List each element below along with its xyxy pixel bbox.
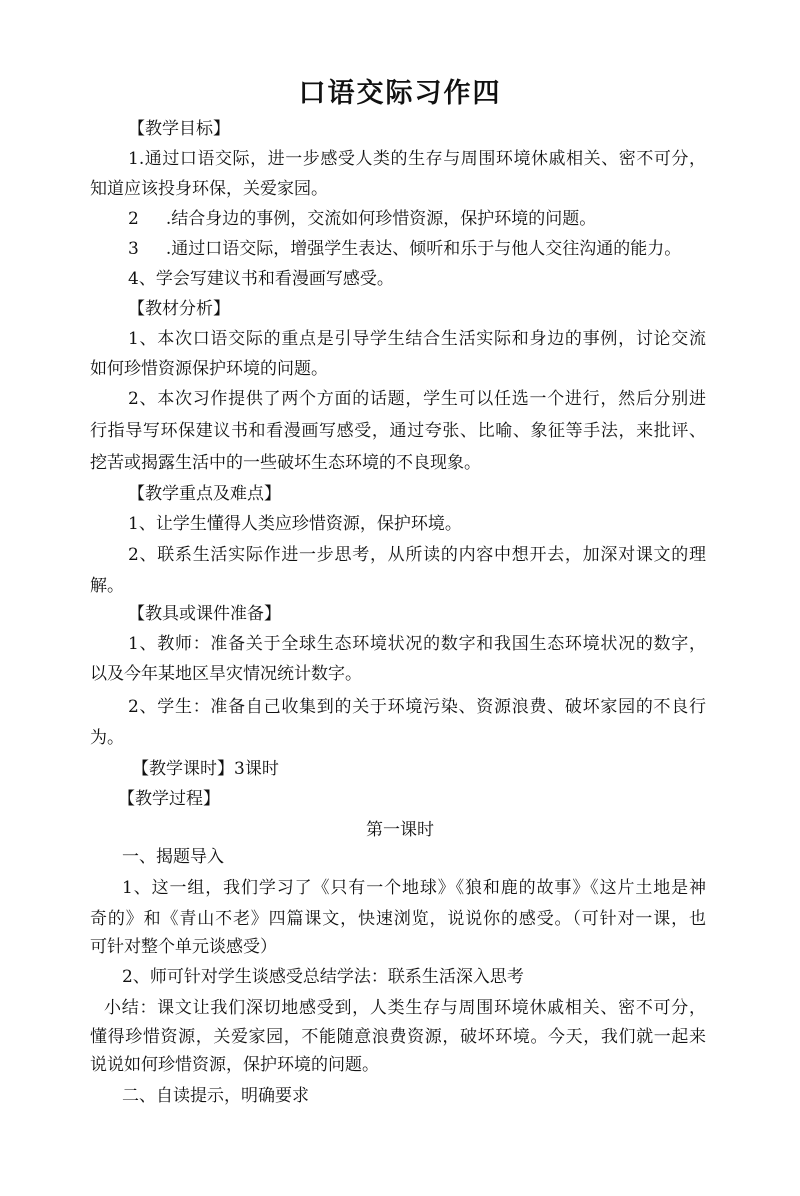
paragraph-line: 懂得珍惜资源，关爱家园，不能随意浪费资源，破坏环境。今天，我们就一起来 bbox=[90, 1027, 706, 1047]
paragraph-line: 为。 bbox=[90, 728, 124, 748]
paragraph-line: 2、本次习作提供了两个方面的话题，学生可以任选一个进行，然后分别进 bbox=[128, 389, 706, 409]
paragraph-line: 解。 bbox=[90, 576, 124, 596]
paragraph-line: 1.通过口语交际，进一步感受人类的生存与周围环境休戚相关、密不可分， bbox=[128, 149, 706, 169]
section-heading-keypoints: 【教学重点及难点】 bbox=[128, 484, 281, 504]
section-heading-periods: 【教学课时】3课时 bbox=[132, 759, 279, 779]
paragraph-line: 2 .结合身边的事例，交流如何珍惜资源，保护环境的问题。 bbox=[128, 209, 597, 229]
lesson-heading: 第一课时 bbox=[366, 820, 434, 840]
section-heading-materials: 【教具或课件准备】 bbox=[128, 604, 281, 624]
paragraph-line: 如何珍惜资源保护环境的问题。 bbox=[90, 359, 328, 379]
paragraph-line: 2、师可针对学生谈感受总结学法：联系生活深入思考 bbox=[122, 967, 524, 987]
paragraph-line: 4、学会写建议书和看漫画写感受。 bbox=[128, 269, 394, 289]
paragraph-line: 1、本次口语交际的重点是引导学生结合生活实际和身边的事例，讨论交流 bbox=[128, 329, 706, 349]
paragraph-line: 以及今年某地区旱灾情况统计数字。 bbox=[90, 664, 362, 684]
step-heading: 一、揭题导入 bbox=[122, 847, 224, 867]
document-title: 口语交际习作四 bbox=[298, 78, 502, 109]
paragraph-line: 小结：课文让我们深切地感受到，人类生存与周围环境休戚相关、密不可分， bbox=[104, 998, 706, 1018]
paragraph-line: 行指导写环保建议书和看漫画写感受，通过夸张、比喻、象征等手法，来批评、 bbox=[90, 421, 706, 441]
paragraph-line: 1、这一组，我们学习了《只有一个地球》《狼和鹿的故事》《这片土地是神 bbox=[122, 878, 706, 898]
paragraph-line: 知道应该投身环保，关爱家园。 bbox=[90, 179, 328, 199]
paragraph-line: 1、让学生懂得人类应珍惜资源，保护环境。 bbox=[128, 514, 462, 534]
paragraph-line: 3 .通过口语交际，增强学生表达、倾听和乐于与他人交往沟通的能力。 bbox=[128, 239, 682, 259]
paragraph-line: 可针对整个单元谈感受） bbox=[90, 937, 277, 957]
step-heading: 二、自读提示，明确要求 bbox=[122, 1086, 309, 1106]
section-heading-goals: 【教学目标】 bbox=[128, 119, 230, 139]
paragraph-line: 挖苦或揭露生活中的一些破坏生态环境的不良现象。 bbox=[90, 453, 481, 473]
paragraph-line: 2、联系生活实际作进一步思考，从所读的内容中想开去，加深对课文的理 bbox=[128, 545, 706, 565]
section-heading-process: 【教学过程】 bbox=[118, 789, 220, 809]
paragraph-line: 奇的》和《青山不老》四篇课文，快速浏览，说说你的感受。（可针对一课，也 bbox=[90, 909, 706, 929]
section-heading-analysis: 【教材分析】 bbox=[128, 299, 230, 319]
paragraph-line: 2、学生：准备自己收集到的关于环境污染、资源浪费、破坏家园的不良行 bbox=[128, 697, 706, 717]
paragraph-line: 说说如何珍惜资源，保护环境的问题。 bbox=[90, 1055, 379, 1075]
paragraph-line: 1、教师：准备关于全球生态环境状况的数字和我国生态环境状况的数字， bbox=[128, 634, 706, 654]
